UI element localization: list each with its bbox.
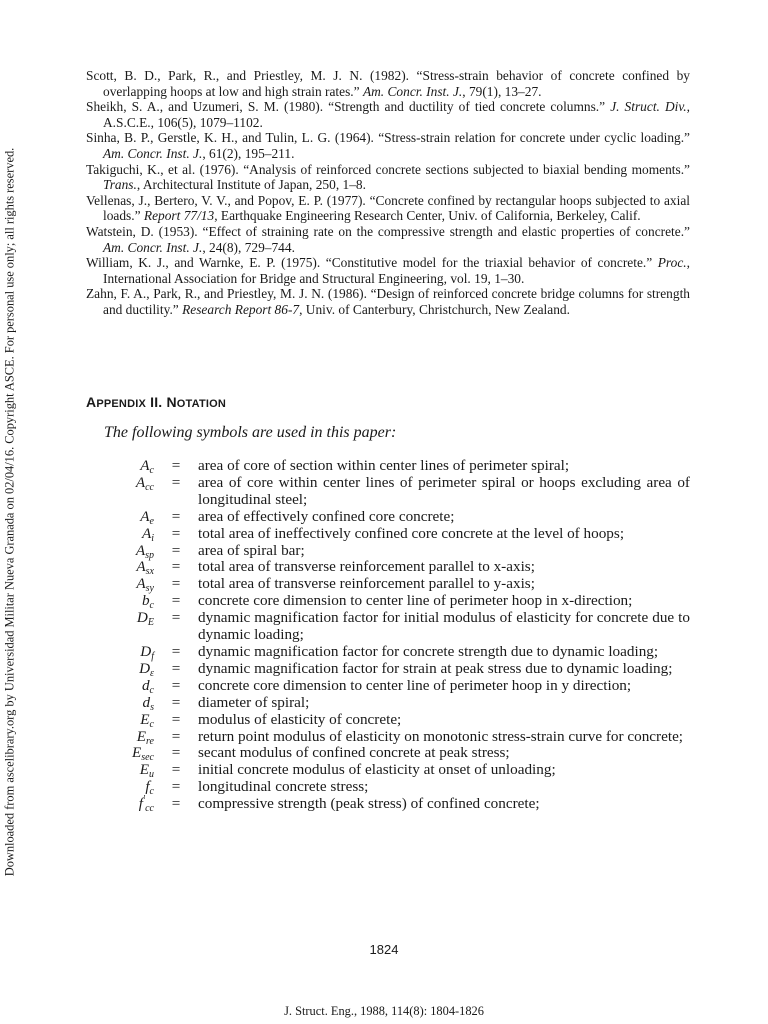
reference-list: [86, 68, 690, 318]
notation-row: [104, 762, 690, 779]
download-notice: Downloaded from ascelibrary.org by Universidad Militar Nueva Granada on 02/04/16. Copyright ASCE. For personal use only; all rights reserved.: [2, 147, 17, 877]
notation-symbol: [104, 678, 154, 695]
notation-symbol: [104, 695, 154, 712]
notation-definition: diameter of spiral;: [198, 693, 310, 711]
notation-row: [104, 695, 690, 712]
symbol-base: D: [139, 659, 151, 677]
notation-row: [104, 593, 690, 610]
reference-text: Sinha, B. P., Gerstle, K. H., and Tulin, L. G. (1964). “Stress-strain relation for concrete under cyclic loading.”: [86, 130, 690, 146]
symbol-base: b: [141, 592, 150, 610]
symbol-subscript: f: [151, 650, 154, 662]
notation-symbol: [104, 712, 154, 729]
page-number: 1824: [369, 942, 399, 957]
notation-definition: area of core within center lines of perimeter spiral or hoops excluding area of longitudinal steel;: [198, 473, 690, 508]
reference-text: Watstein, D. (1953). “Effect of straining rate on the compressive strength and elastic properties of concrete.”: [86, 223, 690, 239]
equals-sign: =: [171, 642, 181, 660]
notation-row: [104, 526, 690, 543]
notation-row: [104, 779, 690, 796]
symbol-base: A: [140, 507, 150, 525]
reference-details: , A.S.C.E., 106(5), 1079–1102.: [103, 99, 690, 130]
symbol-subscript: c: [149, 718, 154, 730]
reference-item: [86, 68, 690, 99]
notation-symbol: [104, 661, 154, 678]
symbol-subscript: c: [149, 786, 154, 798]
equals-sign: =: [171, 744, 181, 762]
reference-details: , International Association for Bridge and Structural Engineering, vol. 19, 1–30.: [103, 255, 690, 286]
notation-row: [104, 475, 690, 509]
symbol-base: E: [131, 744, 142, 762]
notation-definition: initial concrete modulus of elasticity at onset of unloading;: [198, 761, 556, 779]
notation-intro: The following symbols are used in this paper:: [104, 424, 397, 441]
notation-symbol: [104, 644, 154, 661]
notation-row: [104, 458, 690, 475]
reference-item: [86, 162, 690, 193]
journal-citation: J. Struct. Eng., 1988, 114(8): 1804-1826: [284, 1004, 484, 1018]
reference-details: , 79(1), 13–27.: [462, 83, 542, 99]
reference-text: Scott, B. D., Park, R., and Priestley, M. J. N. (1982). “Stress-strain behavior of concrete confined by overlapping hoops at low and high strain rates.”: [86, 68, 690, 99]
symbol-base: d: [141, 676, 150, 694]
reference-details: , Earthquake Engineering Research Center, Univ. of California, Berkeley, Calif.: [214, 208, 641, 224]
symbol-base: A: [135, 541, 146, 559]
symbol-base: E: [139, 761, 149, 779]
symbol-subscript: sp: [145, 549, 154, 561]
symbol-subscript: cc: [145, 803, 154, 815]
notation-row: [104, 576, 690, 593]
reference-text: Vellenas, J., Bertero, V. V., and Popov, E. P. (1977). “Concrete confined by rectangular hoops subjected to axial loads.”: [86, 192, 690, 224]
notation-definition: dynamic magnification factor for concrete strength due to dynamic loading;: [198, 642, 659, 660]
symbol-base: E: [140, 710, 150, 728]
equals-sign: =: [171, 541, 181, 559]
reference-item: [86, 255, 690, 286]
notation-row: [104, 678, 690, 695]
symbol-subscript: E: [147, 617, 154, 629]
notation-symbol: [104, 745, 154, 762]
symbol-base: A: [136, 558, 146, 576]
equals-sign: =: [171, 592, 181, 610]
notation-symbol: [104, 458, 154, 475]
symbol-subscript: u: [149, 769, 154, 781]
heading-initial: N: [166, 394, 177, 410]
heading-numeral: II.: [146, 394, 167, 410]
symbol-base: A: [140, 457, 150, 474]
notation-symbol: [104, 526, 154, 543]
symbol-subscript: ε: [150, 667, 154, 679]
notation-definition: area of core of section within center lines of perimeter spiral;: [198, 457, 570, 474]
symbol-subscript: re: [146, 735, 154, 747]
notation-row: [104, 509, 690, 526]
notation-row: [104, 610, 690, 644]
notation-definition: compressive strength (peak stress) of confined concrete;: [198, 795, 540, 813]
notation-definition: longitudinal concrete stress;: [198, 778, 369, 796]
symbol-subscript: c: [149, 684, 154, 696]
heading-initial: A: [86, 394, 97, 410]
notation-definition: secant modulus of confined concrete at peak stress;: [198, 744, 510, 762]
notation-list: [104, 458, 690, 813]
equals-sign: =: [171, 507, 181, 525]
equals-sign: =: [171, 676, 181, 694]
symbol-subscript: s: [150, 701, 154, 713]
equals-sign: =: [171, 710, 181, 728]
symbol-subscript: sec: [141, 752, 154, 764]
notation-row: [104, 729, 690, 746]
symbol-subscript: c: [149, 465, 154, 476]
notation-row: [104, 796, 690, 813]
reference-item: [86, 286, 690, 317]
symbol-base: A: [136, 575, 146, 593]
notation-row: [104, 712, 690, 729]
notation-symbol: [104, 610, 154, 644]
notation-symbol: [104, 509, 154, 526]
symbol-base: A: [141, 524, 152, 542]
equals-sign: =: [171, 761, 181, 779]
symbol-base: E: [136, 727, 147, 745]
reference-details: , Univ. of Canterbury, Christchurch, New Zealand.: [299, 301, 570, 317]
notation-symbol: [104, 475, 154, 509]
notation-row: [104, 745, 690, 762]
equals-sign: =: [171, 524, 181, 542]
notation-row: [104, 661, 690, 678]
notation-symbol: [104, 779, 154, 796]
reference-journal: Am. Concr. Inst. J.: [103, 145, 203, 161]
reference-details: , Architectural Institute of Japan, 250, 1–8.: [136, 177, 366, 193]
equals-sign: =: [171, 727, 181, 745]
reference-journal: Trans.: [103, 177, 137, 193]
equals-sign: =: [171, 778, 181, 796]
symbol-base: f: [145, 778, 150, 796]
notation-symbol: [104, 593, 154, 610]
notation-symbol: [104, 559, 154, 576]
equals-sign: =: [171, 693, 181, 711]
appendix-heading: [86, 394, 226, 410]
symbol-prime: ′: [142, 794, 146, 806]
equals-sign: =: [171, 609, 181, 627]
notation-row: [104, 644, 690, 661]
equals-sign: =: [171, 558, 181, 576]
equals-sign: =: [171, 457, 181, 474]
notation-definition: area of effectively confined core concrete;: [198, 507, 455, 525]
heading-smallcaps: PPENDIX: [96, 398, 147, 410]
reference-item: [86, 224, 690, 255]
notation-symbol: [104, 576, 154, 593]
notation-definition: return point modulus of elasticity on monotonic stress-strain curve for concrete;: [198, 727, 684, 745]
symbol-base: D: [136, 609, 148, 627]
reference-text: Zahn, F. A., Park, R., and Priestley, M. J. N. (1986). “Design of reinforced concrete bridge columns for strength and ductility.”: [86, 286, 690, 317]
reference-journal: Research Report 86-7: [182, 301, 300, 317]
reference-journal: Report 77/13: [143, 208, 215, 224]
notation-row: [104, 543, 690, 560]
symbol-subscript: c: [149, 600, 154, 612]
symbol-subscript: cc: [145, 481, 154, 493]
heading-smallcaps: OTATION: [176, 398, 227, 410]
reference-item: [86, 193, 690, 224]
reference-details: , 24(8), 729–744.: [202, 239, 295, 255]
equals-sign: =: [171, 659, 181, 677]
reference-text: Takiguchi, K., et al. (1976). “Analysis of reinforced concrete sections subjected to biaxial bending moments.”: [86, 161, 690, 177]
notation-symbol: [104, 762, 154, 779]
symbol-subscript: sy: [145, 583, 154, 595]
notation-definition: dynamic magnification factor for strain at peak stress due to dynamic loading;: [198, 659, 673, 677]
notation-symbol: [104, 729, 154, 746]
notation-definition: total area of ineffectively confined core concrete at the level of hoops;: [198, 524, 625, 542]
symbol-subscript: i: [151, 532, 154, 544]
notation-definition: concrete core dimension to center line of perimeter hoop in y direction;: [198, 676, 632, 694]
symbol-base: D: [140, 642, 152, 660]
notation-definition: total area of transverse reinforcement parallel to y-axis;: [198, 575, 535, 593]
symbol-subscript: e: [149, 515, 154, 527]
notation-definition: concrete core dimension to center line of perimeter hoop in x-direction;: [198, 592, 633, 610]
equals-sign: =: [171, 795, 181, 813]
reference-item: [86, 99, 690, 130]
notation-definition: area of spiral bar;: [198, 541, 305, 559]
notation-definition: total area of transverse reinforcement parallel to x-axis;: [198, 558, 535, 576]
notation-row: [104, 559, 690, 576]
download-notice-sidebar: [0, 0, 20, 1024]
reference-journal: Am. Concr. Inst. J.: [103, 239, 203, 255]
equals-sign: =: [171, 473, 181, 491]
symbol-base: f: [138, 795, 143, 813]
notation-definition: modulus of elasticity of concrete;: [198, 710, 402, 728]
notation-symbol: [104, 543, 154, 560]
reference-journal: Am. Concr. Inst. J.: [362, 83, 463, 99]
symbol-base: d: [142, 693, 151, 711]
reference-details: , 61(2), 195–211.: [202, 145, 295, 161]
reference-item: [86, 130, 690, 161]
equals-sign: =: [171, 575, 181, 593]
notation-definition: dynamic magnification factor for initial modulus of elasticity for concrete due to dynamic loading;: [198, 609, 690, 644]
reference-text: Sheikh, S. A., and Uzumeri, S. M. (1980). “Strength and ductility of tied concrete columns.”: [86, 99, 611, 115]
notation-symbol: [104, 796, 154, 813]
reference-text: William, K. J., and Warnke, E. P. (1975). “Constitutive model for the triaxial behavior of concrete.”: [86, 255, 658, 271]
reference-journal: Proc.: [657, 255, 687, 271]
symbol-base: A: [135, 473, 146, 491]
reference-journal: J. Struct. Div.: [610, 99, 687, 115]
symbol-subscript: sx: [145, 566, 154, 578]
